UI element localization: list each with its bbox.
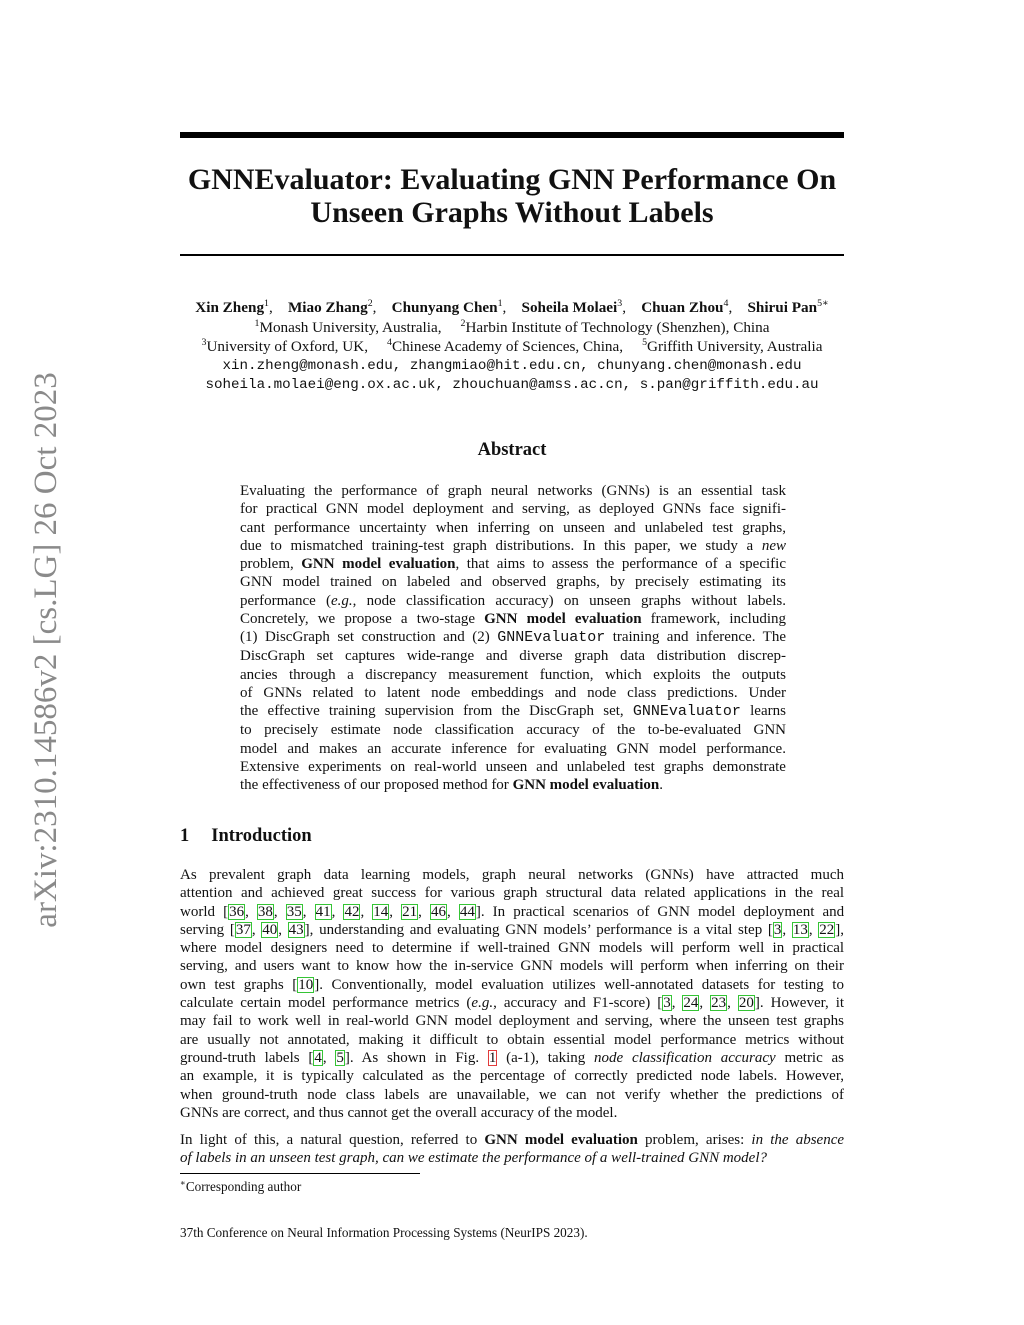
author-mark: 3 [617,297,623,309]
author-mark: 2 [367,297,373,309]
section-number: 1 [180,826,190,846]
citation-link[interactable]: 14 [373,903,389,920]
author-block [180,298,844,396]
abstract-line: to precisely estimate node classification accuracy of the to-be-evaluated GNN [240,722,787,739]
paper-title [180,163,844,229]
emphasis-italic: in the absence [751,1132,845,1148]
footnote [180,1179,301,1195]
abstract-line: the effectiveness of our proposed method for GNN model evaluation. [240,777,663,793]
text-line: serving, and users want to know how the in-service GNN models will perform when inferring on their [180,958,844,975]
emails-line-2[interactable]: soheila.molaei@eng.ox.ac.uk, zhouchuan@amss.ac.cn, s.pan@griffith.edu.au [205,377,819,393]
author-name: Soheila Molaei [521,299,618,316]
citation-link[interactable]: 20 [738,995,754,1012]
text-line: world [36, 38, 35, 41, 42, 14, 21, 46, 44]. In practical scenarios of GNN model deployment and [180,903,845,920]
text-line: GNNs are correct, and thus cannot get the overall accuracy of the model. [180,1104,618,1121]
affiliation-name: Griffith University, Australia [647,338,823,355]
abstract-line: Concretely, we propose a two-stage GNN model evaluation framework, including [240,610,787,627]
venue-note: 37th Conference on Neural Information Processing Systems (NeurIPS 2023). [180,1225,588,1240]
emphasis-bold: GNN model evaluation [484,1132,638,1148]
citation-link[interactable]: 3 [773,921,782,938]
intro-paragraph-2 [180,1131,844,1168]
arxiv-id-text[interactable]: arXiv:2310.14586v2 [cs.LG] 26 Oct 2023 [28,372,64,928]
arxiv-stamp[interactable] [20,360,68,940]
text-line: calculate certain model performance metrics (e.g., accuracy and F1-score) [3, 24, 23, 20]. However, it [180,995,845,1012]
text-line [180,1149,844,1167]
citation-link[interactable]: 10 [298,976,314,993]
author-name: Chunyang Chen [391,299,498,316]
emphasis-italic: new [761,537,786,554]
citation-link[interactable]: 36 [229,903,245,920]
citation-link[interactable]: 21 [402,903,418,920]
citation-link[interactable]: 41 [315,903,331,920]
text-line: ground-truth labels [4, 5]. As shown in Fig. 1 (a-1), taking node classification accuracy metric as [180,1049,845,1066]
citation-link[interactable]: 37 [235,921,251,938]
author-mark: 1 [497,297,503,309]
abstract-line: cant performance uncertainty when inferring on unseen and unlabeled test graphs, [240,519,786,536]
citation-link[interactable]: 38 [257,903,273,920]
affiliation-name: Monash University, Australia, [259,318,442,336]
figure-link[interactable]: 1 [488,1049,497,1066]
title-top-rule [180,132,844,138]
emphasis-italic: of labels in an unseen test graph, can we estimate the performance of a well-trained GNN model? [180,1150,768,1167]
citation-link[interactable]: 44 [459,903,475,920]
citation-link[interactable]: 35 [286,903,302,920]
affiliation-name: Chinese Academy of Sciences, China, [391,338,624,355]
emphasis-bold: GNN model evaluation [301,556,456,572]
abstract-line: performance (e.g., node classification accuracy) on unseen graphs without labels. [240,592,786,609]
emphasis-bold: GNN model evaluation [512,777,660,793]
citation-link[interactable]: 23 [711,995,727,1012]
affiliation-mark: 2 [460,317,466,329]
author-name: Miao Zhang [287,299,368,316]
abstract-heading: Abstract [477,440,547,460]
citation-link[interactable]: 22 [819,921,835,938]
author-mark: 5∗ [817,297,829,309]
emphasis-italic: e.g. [331,592,353,609]
footnote-mark: ∗ [180,1177,186,1188]
abstract-line: problem, GNN model evaluation, that aims to assess the performance of a specific [240,556,786,572]
footnote-text: Corresponding author [185,1179,302,1194]
abstract-line: Extensive experiments on real-world unseen and unlabeled test graphs demonstrate [240,758,786,775]
footnote-rule [180,1173,420,1174]
abstract-line: (1) DiscGraph set construction and (2) GNNEvaluator training and inference. The [240,629,786,646]
abstract-line: the effective training supervision from the DiscGraph set, GNNEvaluator learns [240,703,786,720]
citation-link[interactable]: 3 [663,995,671,1012]
text-line: serving [37, 40, 43], understanding and evaluating GNN models’ performance is a vital step [3, 13, 22], [180,921,844,938]
abstract-line: DiscGraph set captures wide-range and diverse graph data distribution discrep- [240,648,786,665]
affiliation-mark: 5 [642,336,647,348]
section-heading-introduction [180,826,312,847]
section-title: Introduction [211,826,312,846]
abstract-body [240,482,786,794]
emails-line-1[interactable]: xin.zheng@monash.edu, zhangmiao@hit.edu.cn, chunyang.chen@monash.edu [222,357,802,374]
affiliation-mark: 1 [254,317,260,329]
affiliation-mark: 4 [387,336,392,348]
citation-link[interactable]: 43 [288,921,304,938]
affiliations-line-2 [180,337,844,357]
author-mark: 1 [264,297,269,309]
affiliation-mark: 3 [201,336,207,348]
emphasis-bold: GNN model evaluation [484,610,642,627]
citation-link[interactable]: 4 [314,1049,322,1066]
abstract-line: GNN model trained on labeled and observed graphs, by precisely estimating its [240,574,786,591]
text-line: may fail to work well in real-world GNN model deployment and serving, where the unseen test graphs [180,1013,844,1030]
abstract-line: for practical GNN model deployment and serving, as deployed GNNs face signifi- [240,501,787,518]
affiliations-line-1 [180,318,844,338]
text-line: when ground-truth node class labels are unavailable, we can not verify whether the predictions of [180,1086,845,1103]
citation-link[interactable]: 13 [792,921,808,938]
code-term: GNNEvaluator [497,629,606,646]
text-line: As prevalent graph data learning models, graph neural networks (GNNs) have attracted much [180,867,845,883]
abstract-line: Evaluating the performance of graph neural networks (GNNs) is an essential task [240,483,786,499]
code-term: GNNEvaluator [632,703,741,720]
text-line: an example, it is typically calculated as the percentage of correctly predicted node labels. However, [180,1068,844,1085]
author-name: Shirui Pan [747,299,818,316]
title-line-1: GNNEvaluator: Evaluating GNN Performance On [187,163,837,196]
abstract-line: due to mismatched training-test graph distributions. In this paper, we study a new [240,537,786,554]
abstract-line: model and makes an accurate inference for evaluating GNN model performance. [240,740,786,757]
text-line: where model designers need to determine if well-trained GNN models will perform well in practical [180,940,845,957]
citation-link[interactable]: 24 [683,995,699,1012]
author-name: Chuan Zhou [641,299,724,316]
text-line: In light of this, a natural question, referred to GNN model evaluation problem, arises: in the absence [180,1132,845,1148]
emphasis-italic: e.g. [471,995,494,1012]
affiliation-name: University of Oxford, UK, [206,338,369,355]
author-mark: 4 [723,297,729,309]
title-bottom-rule [180,254,844,256]
text-line: attention and achieved great success for various graph structural data related applications in the real [180,885,845,902]
author-names: Xin Zheng$^1$, Miao Zhang$^2$, Chunyang Chen$^1$, Soheila Molaei$^3$, Chuan Zhou$^4$, Shirui Pan$^{5∗}$ [195,297,829,316]
citation-link[interactable]: 42 [344,903,360,920]
intro-paragraph-1 [180,866,844,1122]
citation-link[interactable]: 5 [336,1049,344,1066]
citation-link[interactable]: 46 [430,903,446,920]
title-line-2: Unseen Graphs Without Labels [310,196,714,229]
affiliation-name: Harbin Institute of Technology (Shenzhen), China [465,318,770,336]
citation-link[interactable]: 40 [262,921,278,938]
abstract-line: ancies through a discrepancy measurement function, which exploits the outputs [240,666,787,683]
emphasis-italic: node classification accuracy [594,1049,776,1066]
text-line: are usually not annotated, making it difficult to obtain essential model performance metrics without [180,1031,845,1048]
author-name: Xin Zheng [195,299,265,316]
text-line: own test graphs [10]. Conventionally, model evaluation utilizes well-annotated datasets for testing to [180,976,844,993]
abstract-line: of GNNs related to latent node embeddings and node class predictions. Under [240,684,787,701]
